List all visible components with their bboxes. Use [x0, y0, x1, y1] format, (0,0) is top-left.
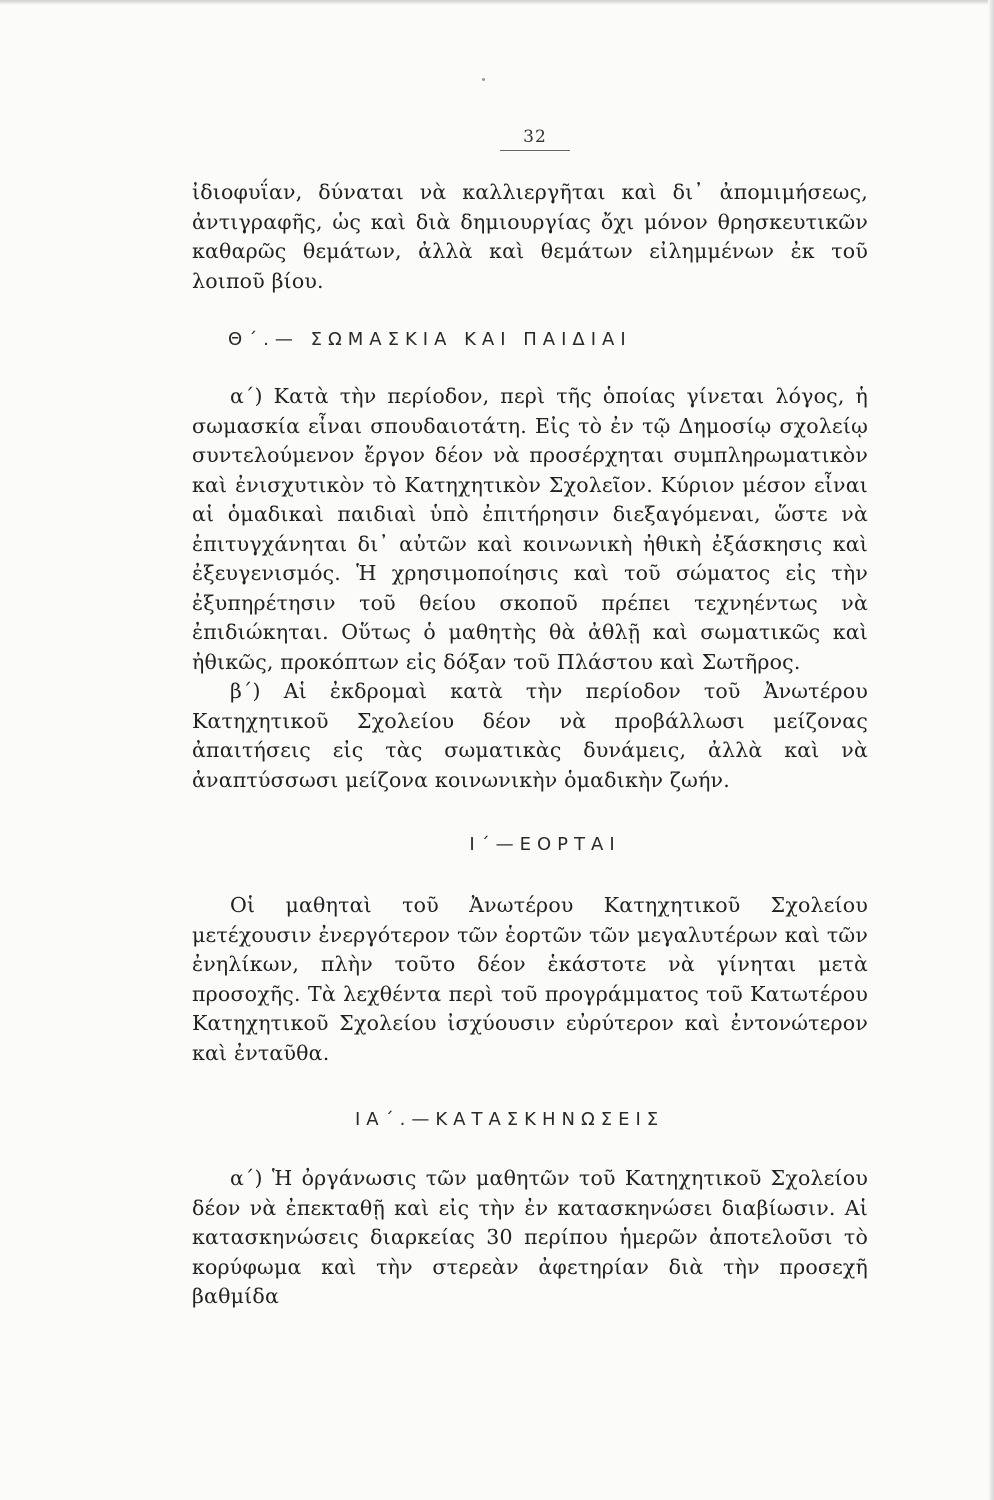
section-heading-iota: Ι΄—ΕΟΡΤΑΙ: [469, 834, 621, 855]
paragraph-beta-excursions: β΄) Αἱ ἐκδρομαὶ κατὰ τὴν περίοδον τοῦ Ἀνωτέρου Κατηχητικοῦ Σχολείου δέον νὰ προβάλλωσι μείζονας ἀπαιτήσεις εἰς τὰς σωματικὰς δυνάμεις, ἀλλὰ καὶ νὰ ἀναπτύσσωσι μείζονα κοινωνικὴν ὁμαδικὴν ζωήν.: [192, 679, 868, 792]
paragraph-continuation: ἰδιοφυΐαν, δύναται νὰ καλλιεργῆται καὶ δι᾿ ἀπομιμήσεως, ἀντιγραφῆς, ὡς καὶ διὰ δημιουργίας ὄχι μόνον θρησκευτικῶν καθαρῶς θεμάτων, ἀλλὰ καὶ θεμάτων εἰλημμένων ἐκ τοῦ λοιποῦ βίου.: [192, 180, 868, 293]
text-column: [192, 178, 868, 1312]
page-right-edge: [988, 0, 994, 1500]
page-number-rule: [500, 150, 570, 151]
page-top-edge: [0, 0, 994, 5]
section-heading-theta: Θ΄.— ΣΩΜΑΣΚΙΑ ΚΑΙ ΠΑΙΔΙΑΙ: [228, 329, 632, 350]
page-number: 32: [523, 127, 547, 147]
print-speck: [482, 78, 485, 81]
paragraph-alpha-camps: α΄) Ἡ ὀργάνωσις τῶν μαθητῶν τοῦ Κατηχητικοῦ Σχολείου δέον νὰ ἐπεκταθῇ καὶ εἰς τὴν ἐν κατασκηνώσει διαβίωσιν. Αἱ κατασκηνώσεις διαρκείας 30 περίπου ἡμερῶν ἀποτελοῦσι τὸ κορύφωμα καὶ τὴν στερεὰν ἀφετηρίαν διὰ τὴν προσεχῆ βαθμίδα: [192, 1166, 868, 1308]
paragraph-alpha-physical: α΄) Κατὰ τὴν περίοδον, περὶ τῆς ὁποίας γίνεται λόγος, ἡ σωμασκία εἶναι σπουδαιοτάτη. Εἰς τὸ ἐν τῷ Δημοσίῳ σχολείῳ συντελούμενον ἔργον δέον νὰ προσέρχηται συμπληρωματικὸν καὶ ἐνισχυτικὸν τὸ Κατηχητικὸν Σχολεῖον. Κύριον μέσον εἶναι αἱ ὁμαδικαὶ παιδιαὶ ὑπὸ ἐπιτήρησιν διεξαγόμεναι, ὥστε νὰ ἐπιτυγχάνηται δι᾿ αὐτῶν καὶ κοινωνικὴ ἠθικὴ ἐξάσκησις καὶ ἐξευγενισμός. Ἡ χρησιμοποίησις καὶ τοῦ σώματος εἰς τὴν ἐξυπηρέτησιν τοῦ θείου σκοποῦ πρέπει τεχνηέντως νὰ ἐπιδιώκηται. Οὕτως ὁ μαθητὴς θὰ ἀθλῇ καὶ σωματικῶς καὶ ἠθικῶς, προκόπτων εἰς δόξαν τοῦ Πλάστου καὶ Σωτῆρος.: [192, 384, 868, 674]
section-heading-iota-alpha: ΙΑ΄.—ΚΑΤΑΣΚΗΝΩΣΕΙΣ: [355, 1109, 665, 1130]
paragraph-feasts: Οἱ μαθηταὶ τοῦ Ἀνωτέρου Κατηχητικοῦ Σχολείου μετέχουσιν ἐνεργότερον τῶν ἑορτῶν τῶν μεγαλυτέρων καὶ τῶν ἐνηλίκων, πλὴν τοῦτο δέον ἑκάστοτε νὰ γίνηται μετὰ προσοχῆς. Τὰ λεχθέντα περὶ τοῦ προγράμματος τοῦ Κατωτέρου Κατηχητικοῦ Σχολείου ἰσχύουσιν εὐρύτερον καὶ ἐντονώτερον καὶ ἐνταῦθα.: [192, 893, 868, 1065]
